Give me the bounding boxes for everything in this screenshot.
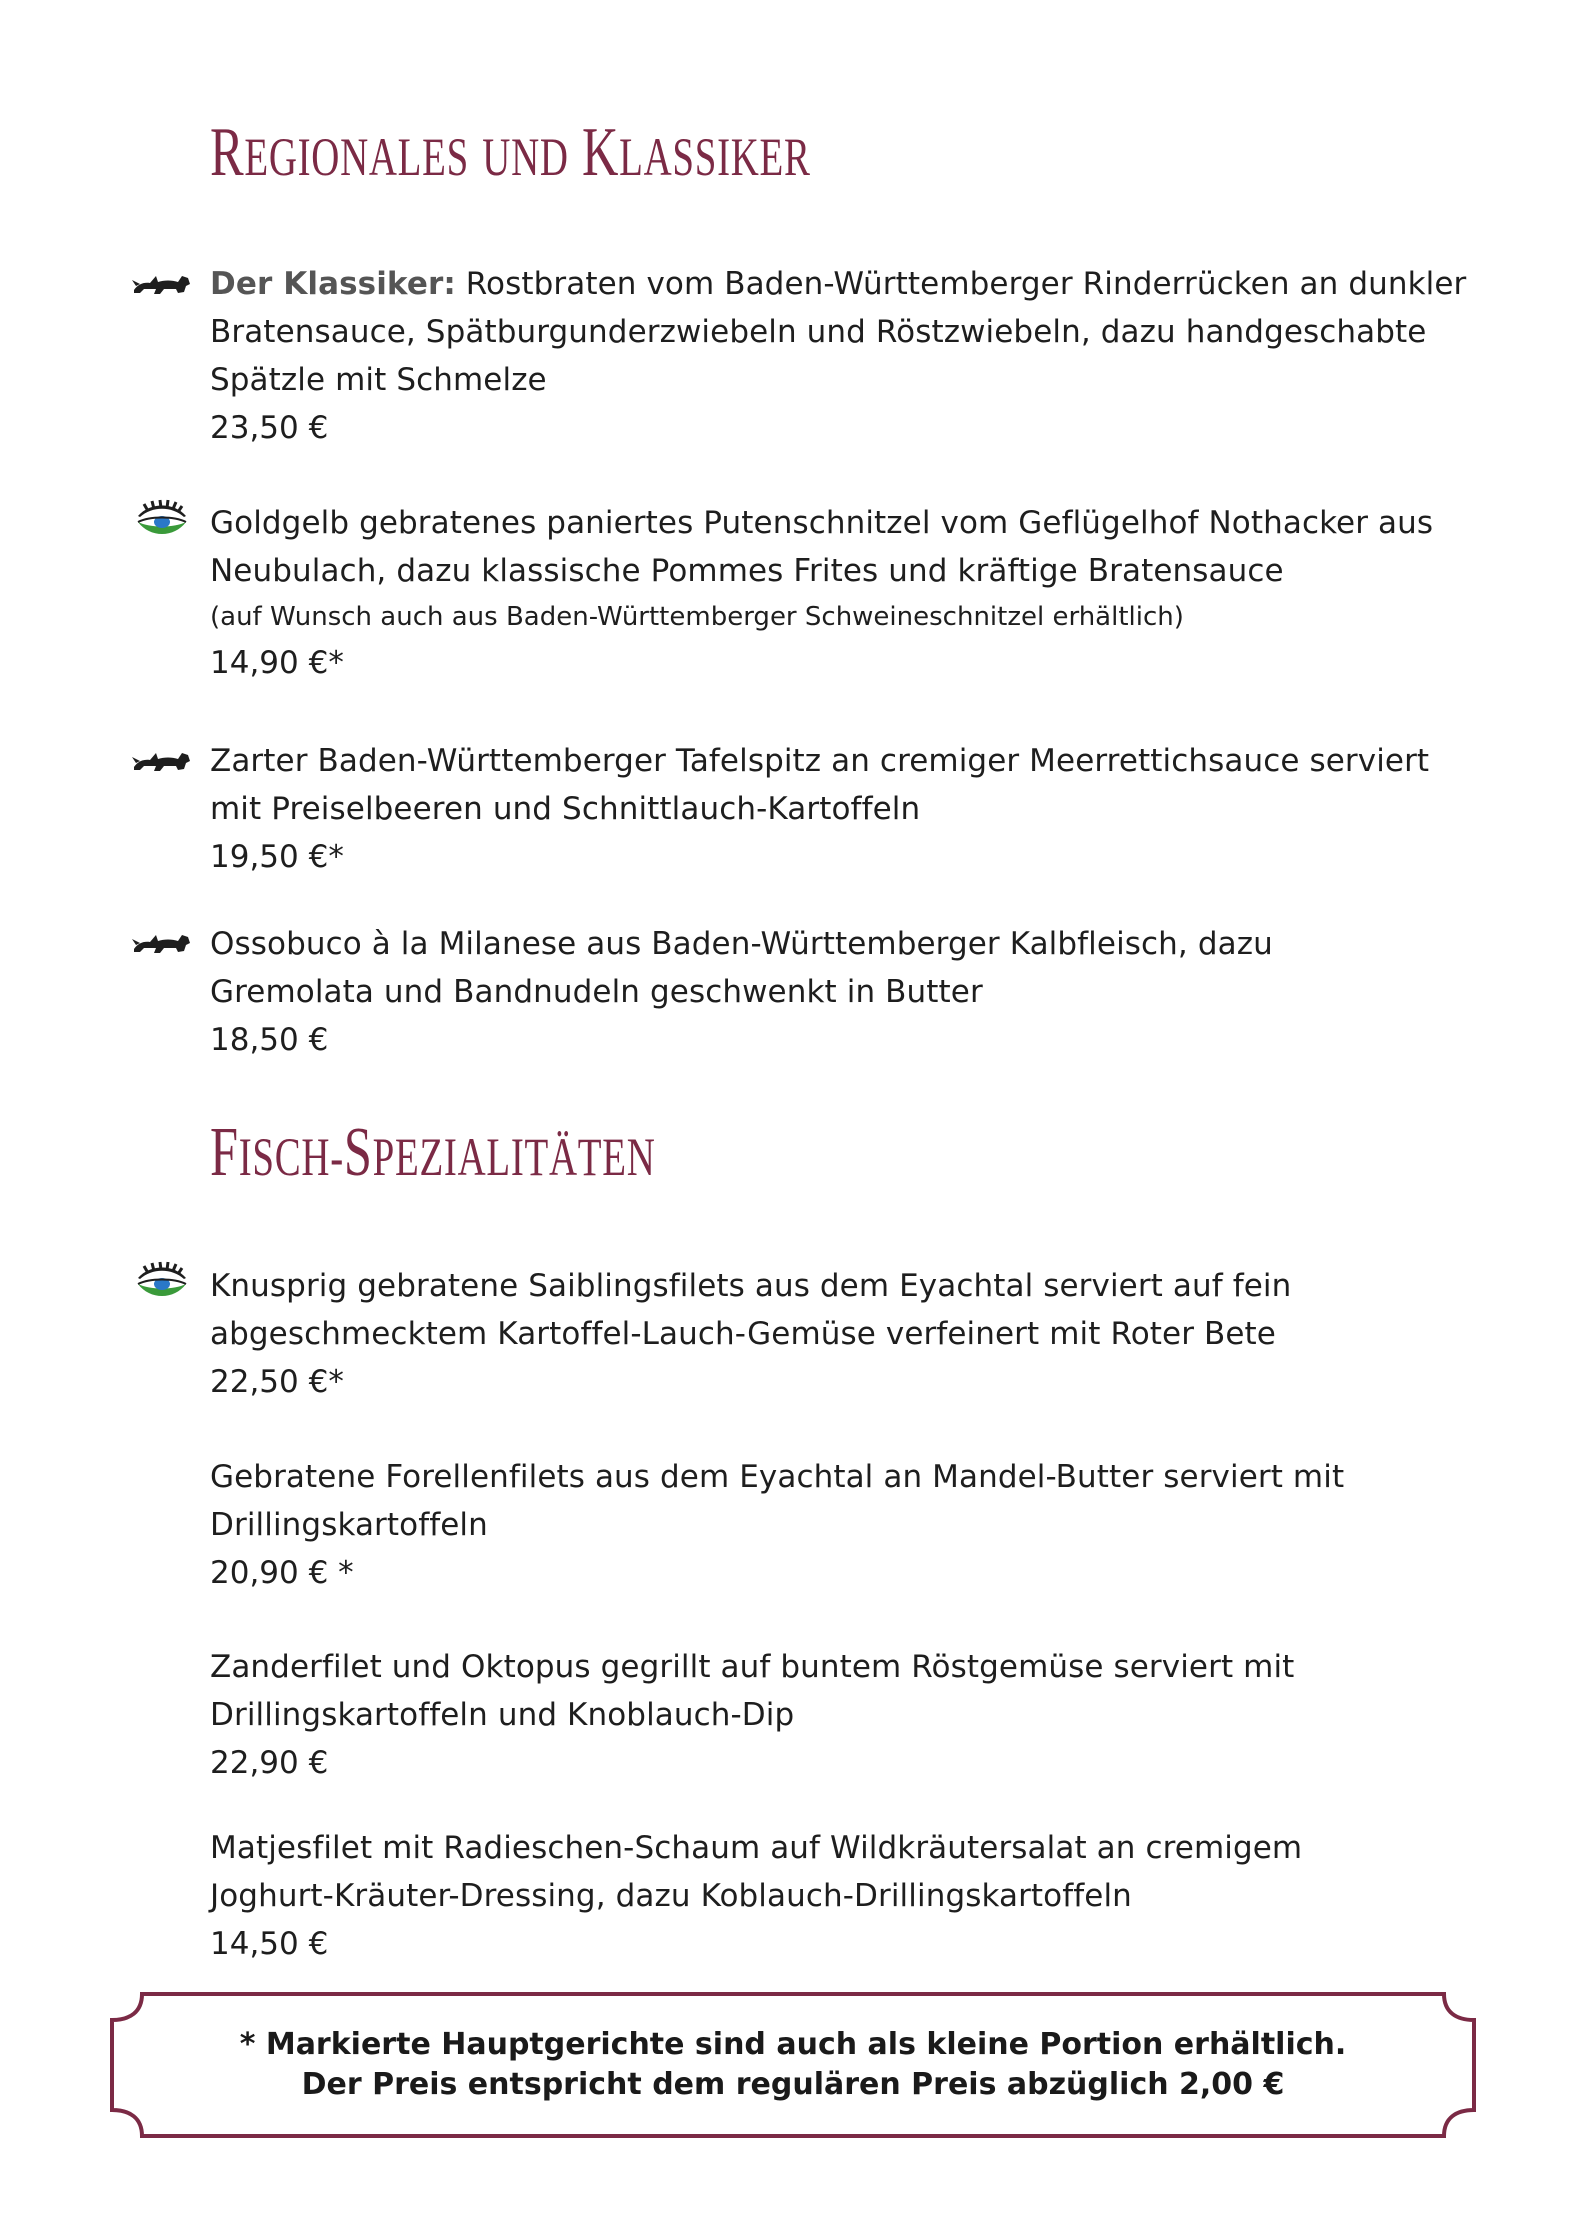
dish-item	[210, 499, 1510, 687]
dish-description: Gebratene Forellenfilets aus dem Eyachtal an Mandel-Butter serviert mit Drillingskartoffeln	[210, 1459, 1345, 1543]
eye-icon	[130, 1260, 194, 1304]
notice-line-1: * Markierte Hauptgerichte sind auch als kleine Portion erhältlich.	[239, 2027, 1347, 2062]
dish-item	[210, 920, 1510, 1064]
notice-line-2: Der Preis entspricht dem regulären Preis abzüglich 2,00 €	[301, 2067, 1285, 2102]
dish-item	[210, 1824, 1510, 1968]
dish-item	[210, 737, 1510, 881]
dish-price: 14,90 €*	[210, 645, 344, 681]
lion-icon	[130, 921, 194, 965]
lion-icon	[130, 739, 194, 783]
notice-box	[108, 1990, 1478, 2140]
dish-label: Der Klassiker:	[210, 266, 456, 302]
dish-item	[210, 1262, 1510, 1406]
notice-text	[108, 1990, 1478, 2140]
dish-description: Zanderfilet und Oktopus gegrillt auf buntem Röstgemüse serviert mit Drillingskartoffeln und Knoblauch-Dip	[210, 1649, 1295, 1733]
dish-price: 19,50 €*	[210, 839, 344, 875]
dish-description: Der Klassiker: Rostbraten vom Baden-Württemberger Rinderrücken an dunkler Bratensauce, Spätburgunderzwiebeln und Röstzwiebeln, dazu handgeschabte Spätzle mit Schmelze	[210, 266, 1467, 398]
dish-description: Matjesfilet mit Radieschen-Schaum auf Wildkräutersalat an cremigem Joghurt-Kräuter-Dressing, dazu Koblauch-Drillingskartoffeln	[210, 1830, 1303, 1914]
dish-price: 23,50 €	[210, 410, 329, 446]
dish-price: 14,50 €	[210, 1926, 329, 1962]
dish-note: (auf Wunsch auch aus Baden-Württemberger Schweineschnitzel erhältlich)	[210, 602, 1184, 632]
dish-item	[210, 260, 1510, 452]
dish-description: Zarter Baden-Württemberger Tafelspitz an cremiger Meerrettichsauce serviert mit Preiselbeeren und Schnittlauch-Kartoffeln	[210, 743, 1430, 827]
dish-price: 18,50 €	[210, 1022, 329, 1058]
section-title-regionales: REGIONALES UND KLASSIKER	[210, 114, 811, 191]
lion-icon	[130, 262, 194, 306]
dish-item	[210, 1453, 1510, 1597]
dish-description: Ossobuco à la Milanese aus Baden-Württemberger Kalbfleisch, dazu Gremolata und Bandnudeln geschwenkt in Butter	[210, 926, 1273, 1010]
dish-description: Goldgelb gebratenes paniertes Putenschnitzel vom Geflügelhof Nothacker aus Neubulach, dazu klassische Pommes Frites und kräftige Bratensauce	[210, 505, 1434, 589]
dish-price: 20,90 € *	[210, 1555, 354, 1591]
dish-item	[210, 1643, 1510, 1787]
dish-price: 22,50 €*	[210, 1364, 344, 1400]
eye-icon	[130, 498, 194, 542]
section-title-fisch: FISCH-SPEZIALITÄTEN	[210, 1114, 656, 1191]
dish-description: Knusprig gebratene Saiblingsfilets aus dem Eyachtal serviert auf fein abgeschmecktem Kartoffel-Lauch-Gemüse verfeinert mit Roter Bete	[210, 1268, 1292, 1352]
dish-price: 22,90 €	[210, 1745, 329, 1781]
